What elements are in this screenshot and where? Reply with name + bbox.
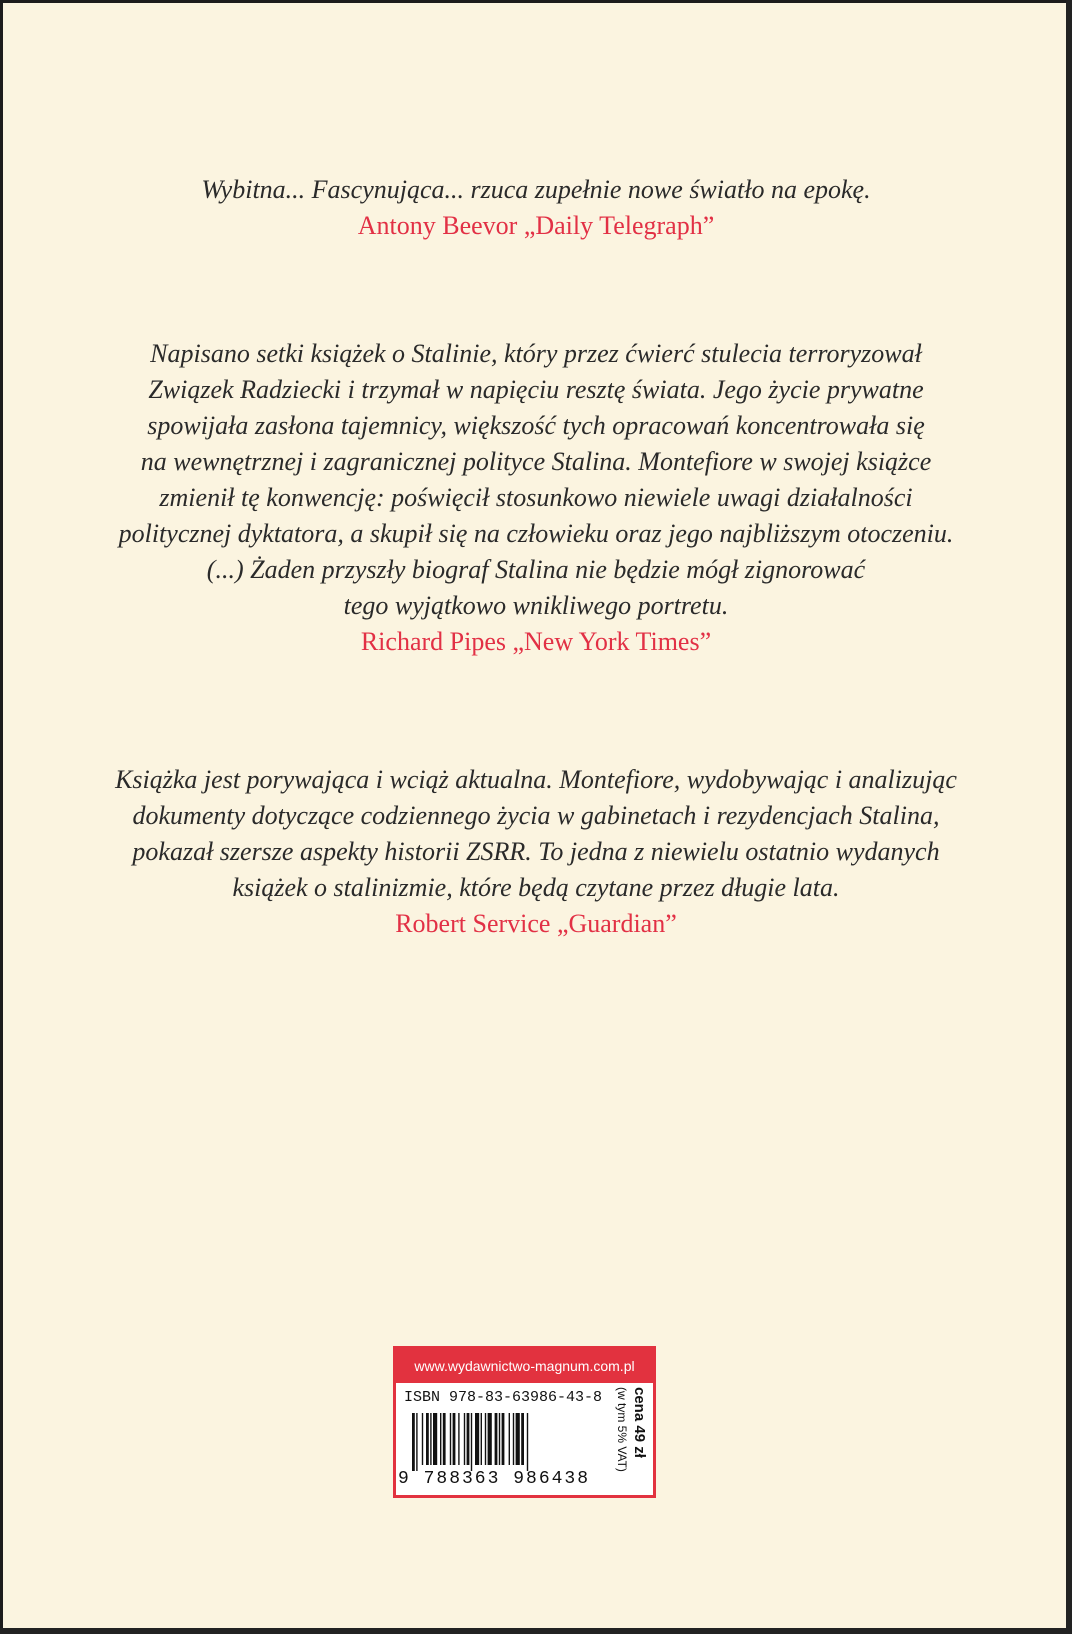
barcode-bar	[458, 1413, 459, 1465]
barcode-bar	[426, 1413, 429, 1465]
barcode-bar	[450, 1413, 451, 1465]
barcode-bar	[422, 1413, 423, 1465]
barcode-bar	[475, 1413, 479, 1465]
isbn-label: ISBN 978-83-63986-43-8	[404, 1389, 603, 1406]
quote-text: Napisano setki książek o Stalinie, który przez ćwierć stulecia terroryzował Związek Radziecki i trzymał w napięciu resztę świata. Jego życie prywatne spowijała zasłona tajemnicy, większość tych opracowań koncentrowała się na wewnętrznej i zagranicznej polityce Stalina. Montefiore w swojej książce zmienił tę konwencję: poświęcił stosunkowo niewiele uwagi działalności politycznej dyktatora, a skupił się na człowieku oraz jego najbliższym otoczeniu. (...) Żaden przyszły biograf Stalina nie będzie mógł zignorować tego wyjątkowo wnikliwego portretu.	[118, 339, 954, 620]
scan-edge-right	[1066, 0, 1072, 1634]
price-block	[610, 1387, 650, 1495]
barcode-bar	[499, 1413, 500, 1465]
barcode-bar	[433, 1413, 437, 1465]
publisher-url: www.wydawnictwo-magnum.com.pl	[396, 1349, 653, 1383]
barcode-bar	[485, 1413, 486, 1465]
barcode-panel	[393, 1346, 656, 1498]
quote-attribution: Antony Beevor „Daily Telegraph”	[357, 211, 715, 240]
barcode-bar	[481, 1413, 482, 1465]
scan-edge-bottom	[0, 1628, 1072, 1634]
barcode-bar	[464, 1413, 465, 1465]
barcode-bar	[527, 1413, 528, 1471]
barcode-bar	[471, 1413, 472, 1471]
quote-attribution: Robert Service „Guardian”	[395, 909, 677, 938]
vat-label: (w tym 5% VAT)	[615, 1387, 629, 1472]
review-quote-pipes	[60, 336, 1012, 660]
barcode-bar	[488, 1413, 492, 1465]
barcode-bar	[412, 1413, 415, 1471]
barcode-bar	[416, 1413, 417, 1471]
barcode-bar	[521, 1413, 524, 1465]
barcode-bar	[509, 1413, 510, 1465]
quote-text: Wybitna... Fascynująca... rzuca zupełnie nowe światło na epokę.	[201, 175, 871, 204]
quote-text: Książka jest porywająca i wciąż aktualna. Montefiore, wydobywając i analizując dokumenty dotyczące codziennego życia w gabinetach i rezydencjach Stalina, pokazał szersze aspekty historii ZSRR. To jedna z niewielu ostatnio wydanych książek o stalinizmie, które będą czytane przez długie lata.	[115, 765, 957, 902]
barcode-bar	[502, 1413, 505, 1465]
barcode-bar	[513, 1413, 514, 1465]
barcode-bar	[516, 1413, 520, 1465]
quote-attribution: Richard Pipes „New York Times”	[360, 627, 712, 656]
barcode-bar	[443, 1413, 446, 1465]
price-label: cena 49 zł	[631, 1387, 648, 1458]
barcode-number: 9 788363 986438	[398, 1469, 591, 1489]
review-quote-service	[60, 762, 1012, 942]
barcode-bar	[467, 1413, 470, 1465]
barcode-bar	[430, 1413, 431, 1465]
review-quote-beevor	[60, 172, 1012, 244]
barcode-bar	[453, 1413, 456, 1465]
barcode-bar	[495, 1413, 498, 1465]
barcode-bar	[440, 1413, 441, 1465]
barcode-bars	[412, 1413, 602, 1471]
